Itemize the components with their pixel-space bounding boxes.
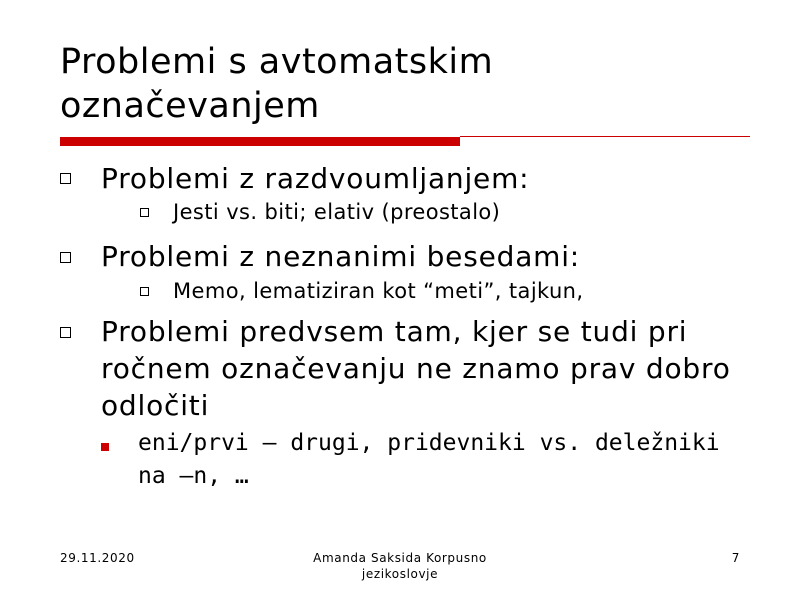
slide-title: Problemi s avtomatskim označevanjem <box>60 42 494 126</box>
hollow-square-subbullet-icon <box>140 287 149 296</box>
footer-date: 29.11.2020 <box>60 551 135 565</box>
hollow-square-bullet-icon <box>60 252 71 263</box>
hollow-square-bullet-icon <box>60 173 71 184</box>
bullet-1-sub-1-text: Jesti vs. biti; elativ (preostalo) <box>173 200 501 224</box>
title-underline-thin <box>460 136 750 137</box>
bullet-2-sub-1-text: Memo, lematiziran kot “meti”, tajkun, <box>173 279 584 303</box>
hollow-square-subbullet-icon <box>140 208 149 217</box>
hollow-square-bullet-icon <box>60 327 71 338</box>
title-underline-thick <box>60 137 460 146</box>
bullet-3-sub-1-text: eni/prvi – drugi, pridevniki vs. deležniki na –n, … <box>138 430 720 489</box>
bullet-3-text: Problemi predvsem tam, kjer se tudi pri ročnem označevanju ne znamo prav dobro odločiti <box>101 315 731 422</box>
bullet-2-text: Problemi z neznanimi besedami: <box>101 240 581 273</box>
solid-square-subbullet-icon <box>101 443 109 451</box>
bullet-1-text: Problemi z razdvoumljanjem: <box>101 162 530 195</box>
footer-page-number: 7 <box>731 551 740 565</box>
footer-author: Amanda Saksida Korpusno jezikoslovje <box>313 551 487 581</box>
